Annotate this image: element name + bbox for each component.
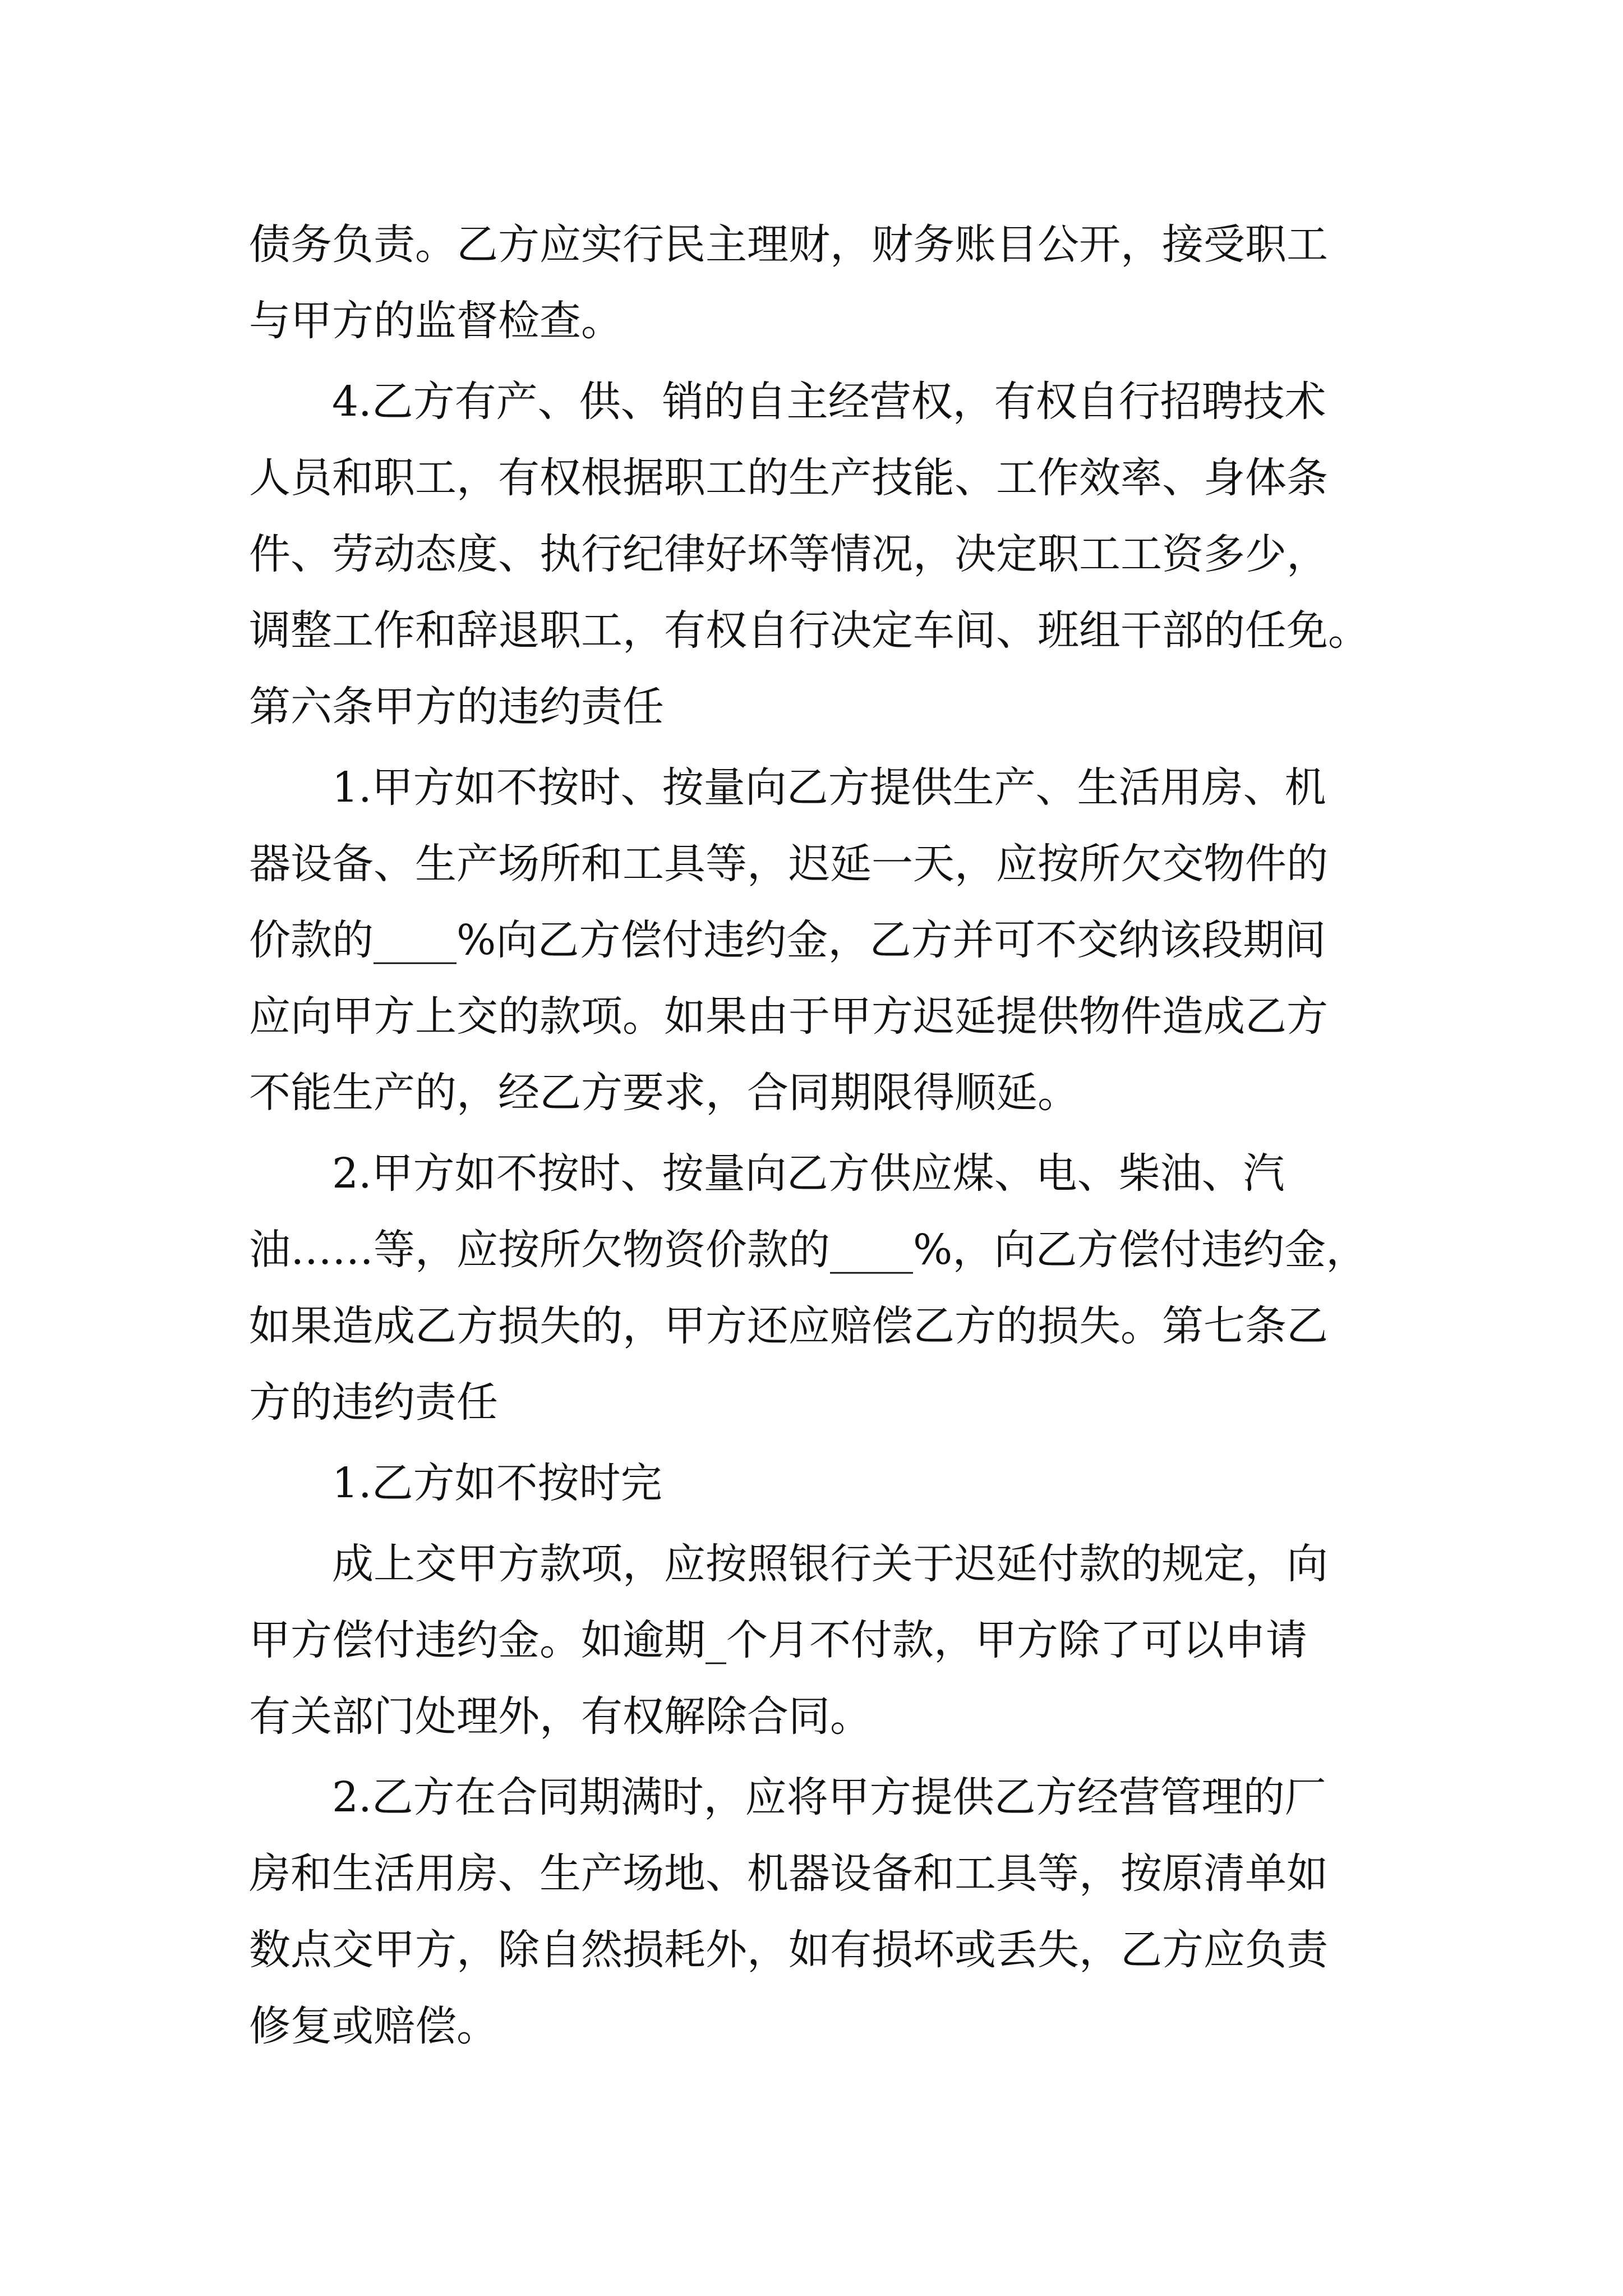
text-line: 甲方偿付违约金。如逾期_个月不付款，甲方除了可以申请 (249, 1616, 1307, 1664)
text-line: 不能生产的，经乙方要求，合同期限得顺延。 (249, 1069, 1079, 1117)
text-line: 油……等，应按所欠物资价款的____%，向乙方偿付违约金， (249, 1226, 1368, 1274)
text-line: 如果造成乙方损失的，甲方还应赔偿乙方的损失。第七条乙 (249, 1302, 1328, 1350)
text-line: 方的违约责任 (249, 1378, 498, 1427)
text-line: 人员和职工，有权根据职工的生产技能、工作效率、身体条 (249, 454, 1328, 502)
text-line: 有关部门处理外，有权解除合同。 (249, 1692, 872, 1741)
text-line: 器设备、生产场所和工具等，迟延一天，应按所欠交物件的 (249, 840, 1328, 888)
section-heading: 第六条甲方的违约责任 (249, 683, 664, 731)
text-line: 应向甲方上交的款项。如果由于甲方迟延提供物件造成乙方 (249, 992, 1328, 1041)
text-line: 2.甲方如不按时、按量向乙方供应煤、电、柴油、汽 (332, 1149, 1285, 1198)
text-line: 1.乙方如不按时完 (332, 1459, 662, 1507)
text-line: 债务负责。乙方应实行民主理财，财务账目公开，接受职工 (249, 220, 1328, 269)
text-line: 成上交甲方款项，应按照银行关于迟延付款的规定，向 (332, 1540, 1328, 1588)
text-line: 修复或赔偿。 (249, 2002, 498, 2050)
text-line: 2.乙方在合同期满时，应将甲方提供乙方经营管理的厂 (332, 1773, 1326, 1821)
text-line: 与甲方的监督检查。 (249, 297, 623, 345)
text-line: 件、劳动态度、执行纪律好坏等情况，决定职工工资多少， (249, 530, 1328, 578)
text-line: 房和生活用房、生产场地、机器设备和工具等，按原清单如 (249, 1849, 1328, 1898)
text-line: 1.甲方如不按时、按量向乙方提供生产、生活用房、机 (332, 763, 1326, 812)
document-body (249, 206, 1393, 2064)
text-line: 4.乙方有产、供、销的自主经营权，有权自行招聘技术 (332, 378, 1326, 426)
text-line: 价款的____%向乙方偿付违约金，乙方并可不交纳该段期间 (249, 916, 1326, 964)
text-line: 数点交甲方，除自然损耗外，如有损坏或丢失，乙方应负责 (249, 1926, 1328, 1974)
text-line: 调整工作和辞退职工，有权自行决定车间、班组干部的任免。 (249, 606, 1370, 655)
